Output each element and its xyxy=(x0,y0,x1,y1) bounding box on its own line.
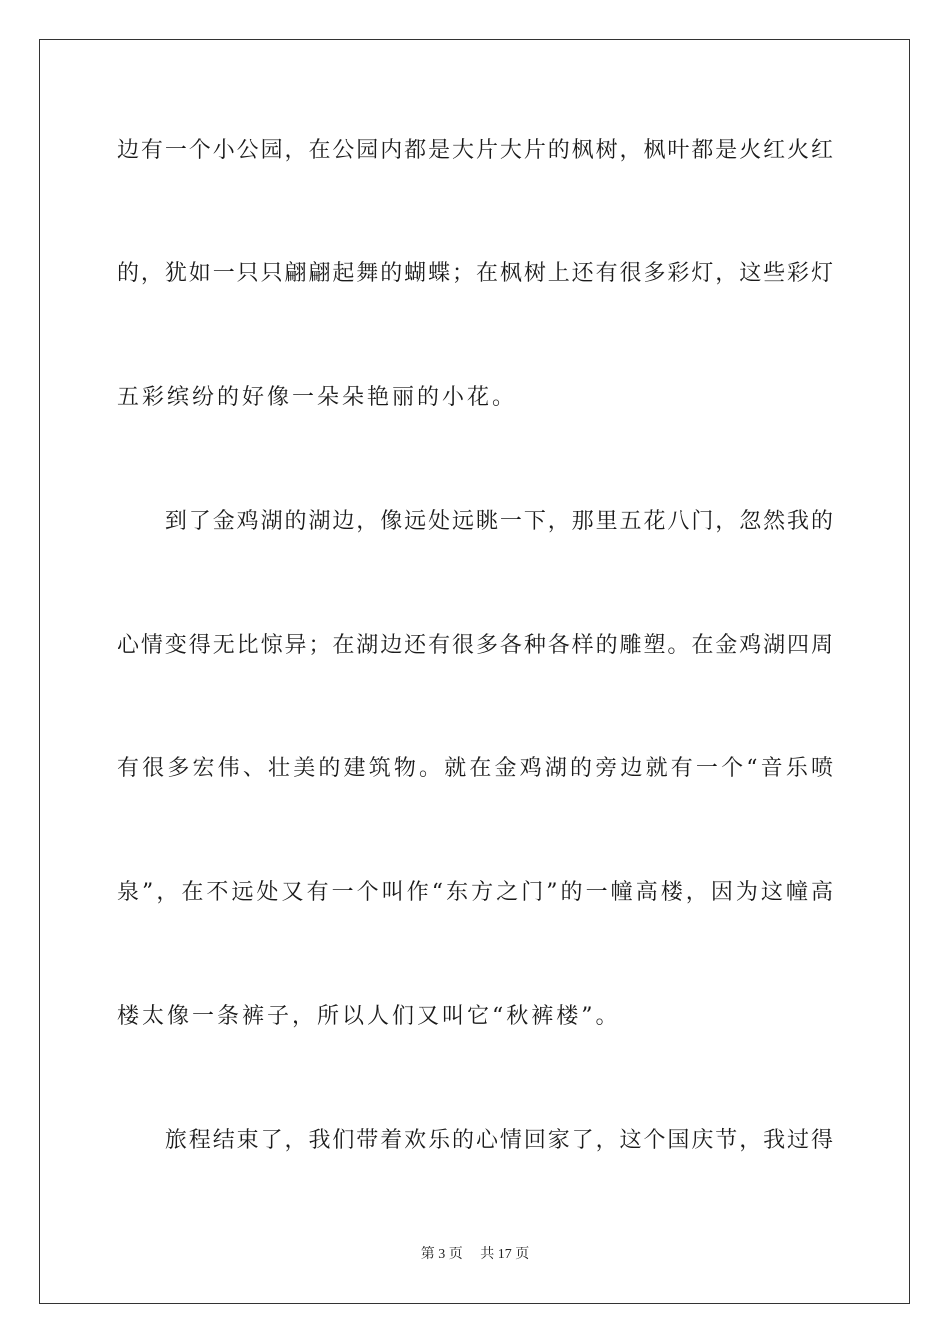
paragraph-line-5: 心情变得无比惊异；在湖边还有很多各种各样的雕塑。在金鸡湖四周 xyxy=(117,633,833,658)
page-border xyxy=(39,39,910,1304)
paragraph-line-1: 边有一个小公园，在公园内都是大片大片的枫树，枫叶都是火红火红 xyxy=(117,138,833,163)
paragraph-line-6: 有很多宏伟、壮美的建筑物。就在金鸡湖的旁边就有一个“音乐喷 xyxy=(117,756,833,781)
paragraph-line-7: 泉”，在不远处又有一个叫作“东方之门”的一幢高楼，因为这幢高 xyxy=(117,880,833,905)
paragraph-line-3: 五彩缤纷的好像一朵朵艳丽的小花。 xyxy=(117,385,518,410)
paragraph-line-2: 的，犹如一只只翩翩起舞的蝴蝶；在枫树上还有很多彩灯，这些彩灯 xyxy=(117,261,833,286)
paragraph-line-8: 楼太像一条裤子，所以人们又叫它“秋裤楼”。 xyxy=(117,1004,621,1029)
paragraph-line-9: 旅程结束了，我们带着欢乐的心情回家了，这个国庆节，我过得 xyxy=(117,1128,833,1153)
paragraph-line-4: 到了金鸡湖的湖边，像远处远眺一下，那里五花八门，忽然我的 xyxy=(117,509,833,534)
page-footer xyxy=(0,1246,950,1264)
page-number-label: 第 3 页 共 17 页 xyxy=(420,1247,530,1262)
